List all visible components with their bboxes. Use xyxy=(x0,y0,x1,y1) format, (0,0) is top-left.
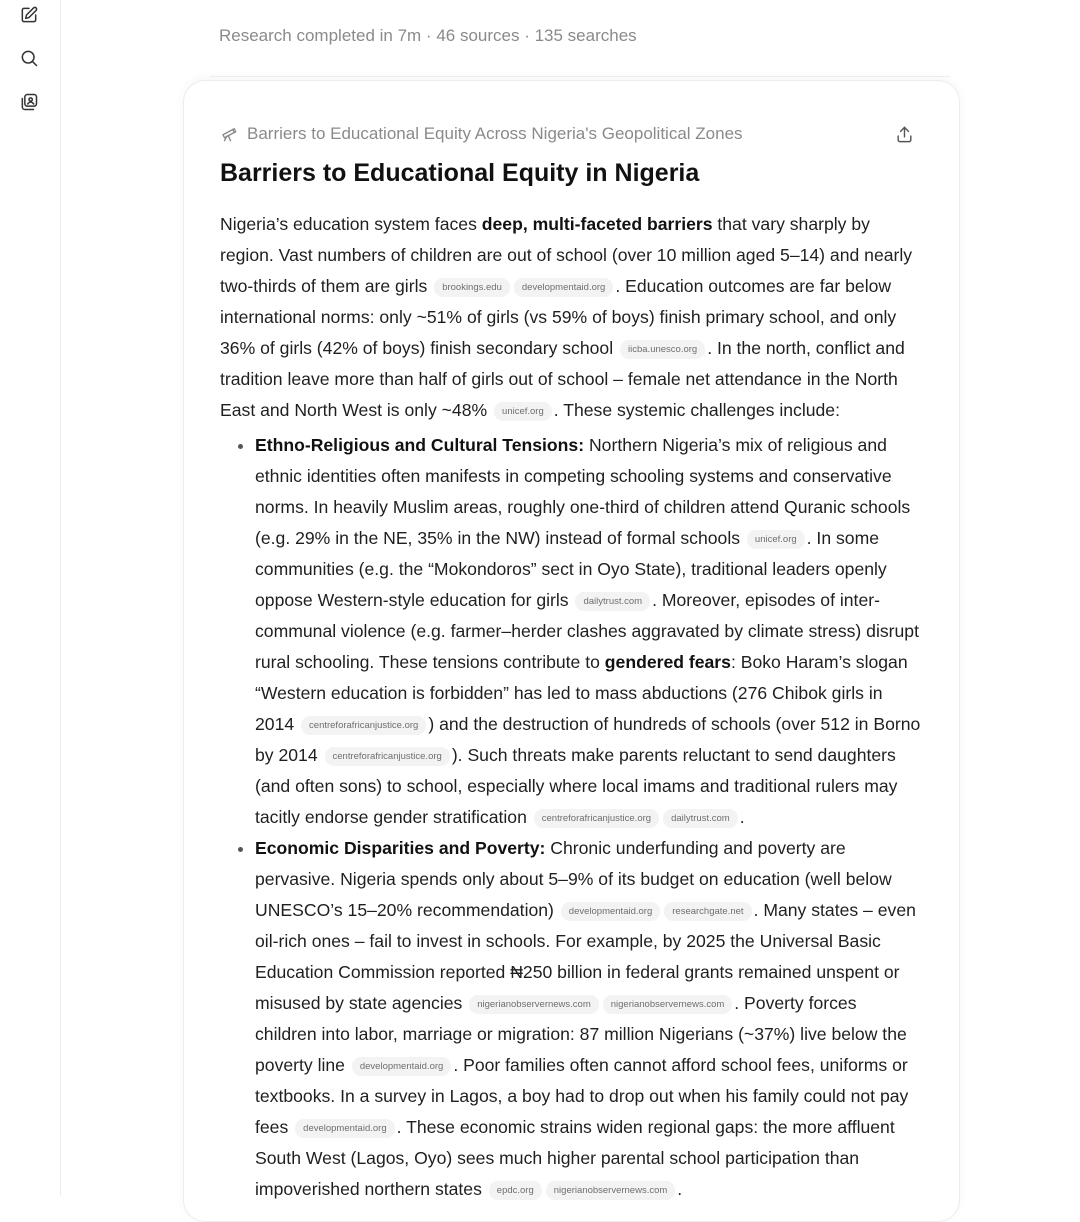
text: ) and the destruction of hundreds of schools (over 512 in Borno by 2014 xyxy=(255,714,921,765)
source-chip[interactable]: dailytrust.com xyxy=(575,592,650,611)
search-icon xyxy=(19,48,39,68)
text: Northern Nigeria’s mix of religious and ethnic identities often manifests in competing schooling systems and conservative norms. In heavily Muslim areas, roughly one-third of children attend Quranic schools (e.g. 29% in the NE, 35% in the NW) instead of formal schools xyxy=(255,435,911,548)
source-chip[interactable]: unicef.org xyxy=(747,530,805,549)
text: Chronic underfunding and poverty are pervasive. Nigeria spends only about 5–9% of its budget on education (well below UNESCO’s 15–20% recommendation) xyxy=(255,838,892,920)
source-chip[interactable]: unicef.org xyxy=(494,402,552,421)
library-button[interactable] xyxy=(17,90,41,114)
text: ). Such threats make parents reluctant to send daughters (and often sons) to school, especially where local imams and traditional rulers may tacitly endorse gender stratification xyxy=(255,745,898,827)
text: . xyxy=(739,807,745,827)
bullet-heading: Ethno-Religious and Cultural Tensions: xyxy=(255,435,585,455)
divider xyxy=(210,76,950,77)
research-status: Research completed in 7m · 46 sources · 135 searches xyxy=(219,26,637,45)
share-icon xyxy=(895,125,914,144)
search-button[interactable] xyxy=(17,46,41,70)
list-item xyxy=(255,430,922,833)
report-subtitle: Barriers to Educational Equity Across Nigeria's Geopolitical Zones xyxy=(247,124,743,143)
edit-icon xyxy=(19,5,39,25)
intro-paragraph xyxy=(220,209,922,426)
telescope-icon xyxy=(220,125,238,143)
source-chip[interactable]: epdc.org xyxy=(489,1181,542,1200)
source-chip[interactable]: developmentaid.org xyxy=(295,1119,394,1138)
source-chip[interactable]: brookings.edu xyxy=(434,278,510,297)
report-body xyxy=(220,209,922,1205)
source-chip[interactable]: developmentaid.org xyxy=(561,902,660,921)
source-chip[interactable]: nigerianobservernews.com xyxy=(546,1181,676,1200)
text: . Many states – even oil-rich ones – fail to invest in schools. For example, by 2025 the Universal Basic Education Commission reported ₦250 billion in federal grants remained unspent or misused by state agencies xyxy=(255,900,916,1013)
bullet-heading: Economic Disparities and Poverty: xyxy=(255,838,546,858)
report-header xyxy=(220,124,743,144)
text: . In the north, conflict and tradition leave more than half of girls out of school – female net attendance in the North East and North West is only ~48% xyxy=(220,338,905,420)
source-chip[interactable]: researchgate.net xyxy=(664,902,751,921)
text: : Boko Haram’s slogan “Western education is forbidden” has led to mass abductions (276 Chibok girls in 2014 xyxy=(255,652,908,734)
source-chip[interactable]: iicba.unesco.org xyxy=(620,340,705,359)
text: . xyxy=(677,1179,683,1199)
text: that vary sharply by region. Vast numbers of children are out of school (over 10 million aged 5–14) and nearly two-thirds of them are girls xyxy=(220,214,913,296)
source-chip[interactable]: developmentaid.org xyxy=(514,278,613,297)
source-chip[interactable]: nigerianobservernews.com xyxy=(603,995,733,1014)
text: . Poor families often cannot afford school fees, uniforms or textbooks. In a survey in Lagos, a boy had to drop out when his family could not pay fees xyxy=(255,1055,909,1137)
text: . Education outcomes are far below international norms: only ~51% of girls (vs 59% of boys) finish primary school, and only 36% of girls (42% of boys) finish secondary school xyxy=(220,276,897,358)
report-card xyxy=(183,80,960,1222)
text: . In some communities (e.g. the “Mokondoros” sect in Oyo State), traditional leaders openly oppose Western-style education for girls xyxy=(255,528,887,610)
report-title: Barriers to Educational Equity in Nigeria xyxy=(220,159,700,187)
sidebar xyxy=(0,0,61,1196)
text: . Poverty forces children into labor, marriage or migration: 87 million Nigerians (~37%) live below the poverty line xyxy=(255,993,907,1075)
new-chat-button[interactable] xyxy=(17,3,41,27)
text: . Moreover, episodes of inter-communal violence (e.g. farmer–herder clashes aggravated by climate stress) disrupt rural schooling. These tensions contribute to xyxy=(255,590,919,672)
source-chip[interactable]: nigerianobservernews.com xyxy=(469,995,599,1014)
challenges-list xyxy=(220,430,922,1205)
source-chip[interactable]: centreforafricanjustice.org xyxy=(325,747,450,766)
source-chip[interactable]: centreforafricanjustice.org xyxy=(301,716,426,735)
source-chip[interactable]: dailytrust.com xyxy=(663,809,738,828)
library-icon xyxy=(19,92,39,112)
text: . These economic strains widen regional gaps: the more affluent South West (Lagos, Oyo) sees much higher parental school participation than impoverished northern states xyxy=(255,1117,895,1199)
text: Nigeria’s education system faces xyxy=(220,214,482,234)
emphasis: gendered fears xyxy=(604,652,731,672)
share-button[interactable] xyxy=(893,123,915,145)
emphasis: deep, multi-faceted barriers xyxy=(481,214,713,234)
text: . These systemic challenges include: xyxy=(553,400,840,420)
source-chip[interactable]: developmentaid.org xyxy=(352,1057,451,1076)
source-chip[interactable]: centreforafricanjustice.org xyxy=(534,809,659,828)
list-item xyxy=(255,833,922,1205)
